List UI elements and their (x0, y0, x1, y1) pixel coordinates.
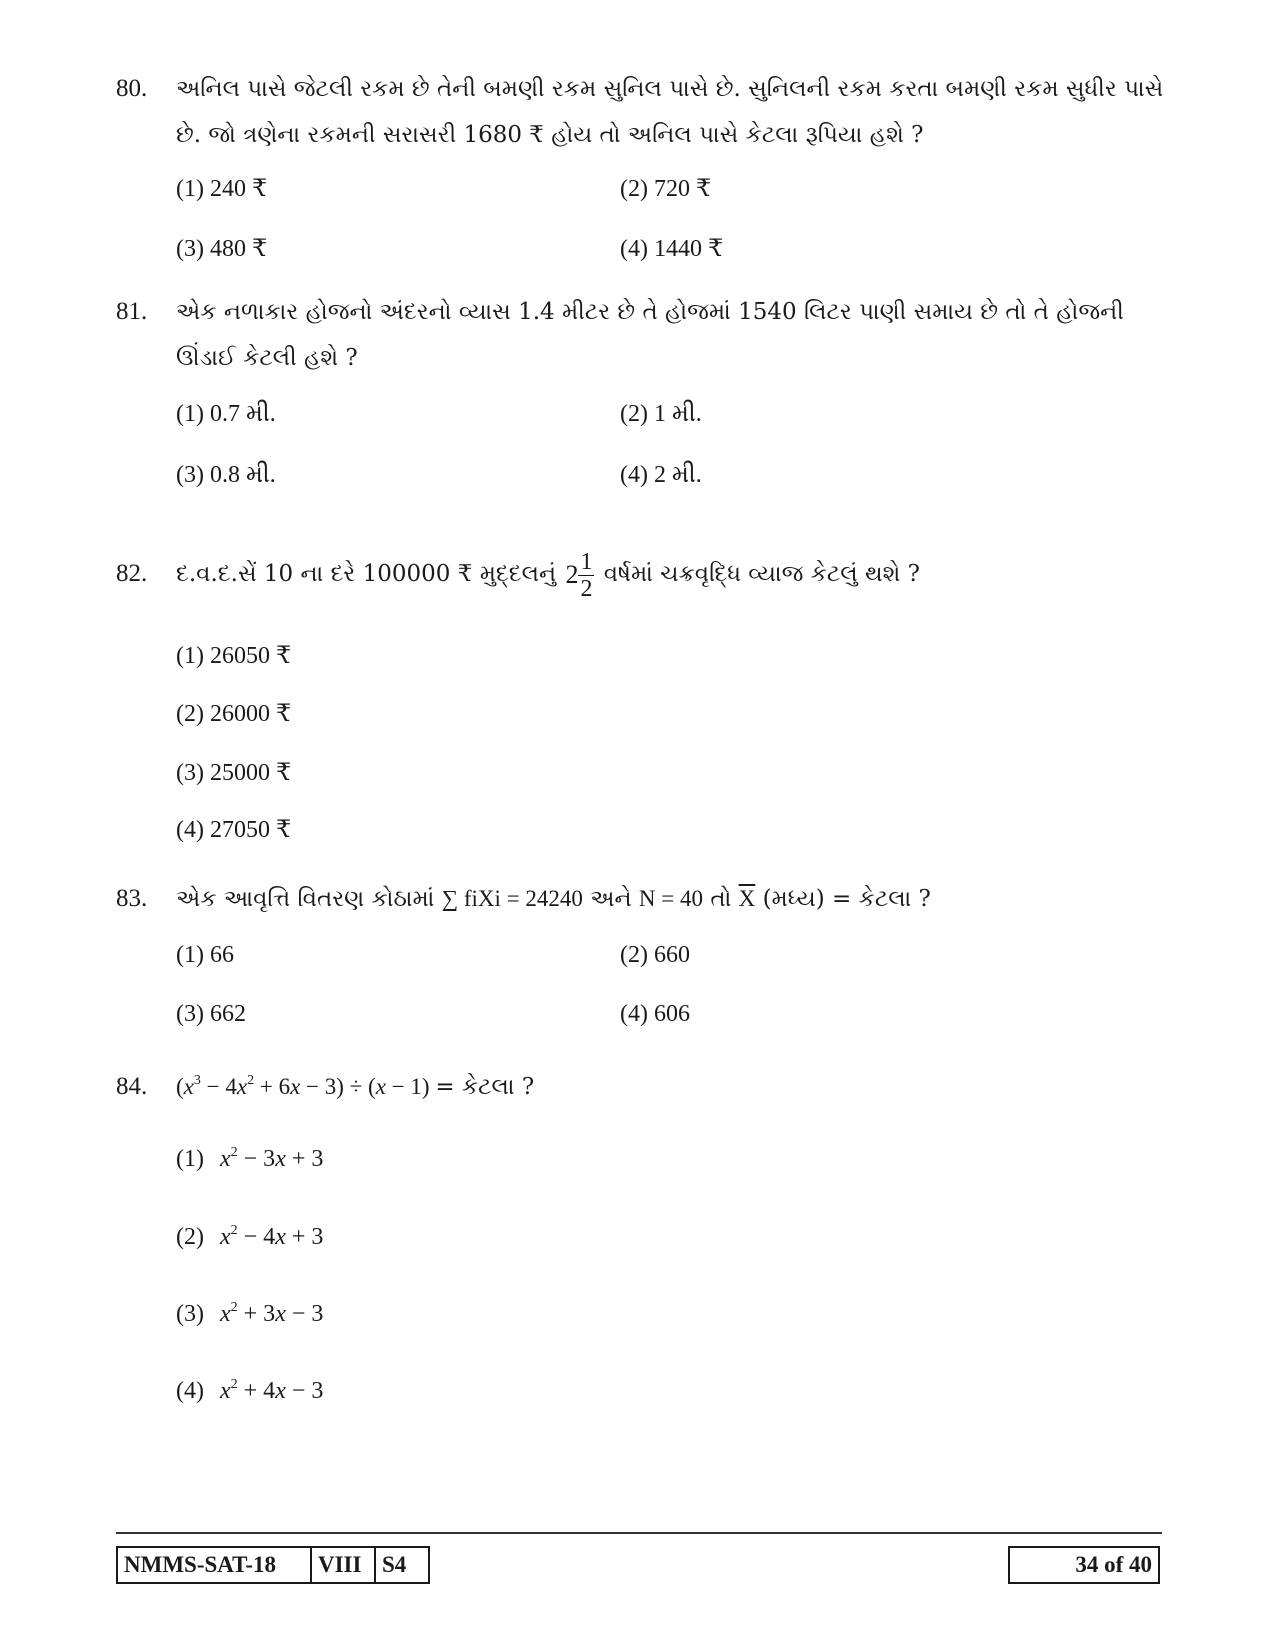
footer-page-box (1008, 1546, 1160, 1584)
option-label: (4) (176, 1378, 204, 1404)
option-1: (1) 240 ₹ (176, 176, 268, 202)
question-text-and: અને (590, 886, 632, 912)
footer-exam-code: NMMS-SAT-18 (118, 1548, 312, 1582)
question-text-before: એક આવૃત્તિ વિતરણ કોઠામાં (176, 886, 435, 912)
question-text (176, 876, 1166, 922)
option-3: (3) 25000 ₹ (176, 760, 292, 786)
question-84 (116, 1064, 1166, 1110)
question-text-after: (મધ્ય) = કેટલા ? (762, 886, 931, 912)
question-expression-suffix: = કેટલા ? (435, 1074, 535, 1100)
question-text: અનિલ પાસે જેટલી રકમ છે તેની બમણી રકમ સુનિલ પાસે છે. સુનિલની રકમ કરતા બમણી રકમ સુધીર પાસે છે. જો ત્રણેના રકમની સરાસરી 1680 ₹ હોય તો અનિલ પાસે કેટલા રૂપિયા હશે ? (176, 76, 1164, 148)
question-text: એક નળાકાર હોજનો અંદરનો વ્યાસ 1.4 મીટર છે તે હોજમાં 1540 લિટર પાણી સમાય છે તો તે હોજની ઊંડાઈ કેટલી હશે ? (176, 299, 1124, 371)
n-expression: N = 40 (638, 886, 704, 911)
fraction-whole: 2 (565, 560, 579, 589)
option-2: (2) 1 મી. (620, 401, 702, 427)
question-number: 80. (116, 75, 148, 102)
question-number: 84. (116, 1073, 148, 1100)
footer-standard: VIII (312, 1548, 376, 1582)
option-2: (2) 26000 ₹ (176, 701, 292, 727)
question-82 (116, 548, 1166, 602)
option-1: (1) $x^2 - 3x + 3$ (176, 1145, 324, 1172)
question-83 (116, 876, 1166, 922)
question-text-after: વર્ષમાં ચક્રવૃદ્ધિ વ્યાજ કેટલું થશે ? (603, 561, 921, 587)
option-4: (4) 2 મી. (620, 462, 702, 488)
option-2: (2) 660 (620, 942, 690, 968)
mean-symbol: $\overline{X}$ (738, 886, 756, 911)
option-1: (1) 0.7 મી. (176, 401, 276, 427)
option-2: (2) $x^2 - 4x + 3$ (176, 1223, 324, 1250)
question-81 (116, 289, 1166, 381)
option-4: (4) 27050 ₹ (176, 817, 292, 843)
question-text-before: દ.વ.દ.સેં 10 ના દરે 100000 ₹ મુદ્દલનું (176, 561, 557, 587)
option-2: (2) 720 ₹ (620, 176, 712, 202)
option-label: (1) (176, 1146, 204, 1172)
option-3: (3) 662 (176, 1001, 246, 1027)
option-4: (4) $x^2 + 4x - 3$ (176, 1377, 324, 1404)
option-3: (3) $x^2 + 3x - 3$ (176, 1300, 324, 1327)
question-expression: $(x^3 - 4x^2 + 6x - 3) \div (x - 1)$ = કેટલા ? (176, 1073, 535, 1100)
question-number: 82. (116, 560, 148, 587)
option-4: (4) 1440 ₹ (620, 236, 724, 262)
question-text (176, 548, 1166, 602)
option-1: (1) 66 (176, 942, 234, 968)
footer-page-number: 34 of 40 (1075, 1552, 1152, 1577)
question-number: 83. (116, 885, 148, 912)
fraction-denominator: 2 (580, 575, 593, 602)
footer-exam-code-box (116, 1546, 430, 1584)
fraction-numerator: 1 (580, 548, 593, 575)
question-number: 81. (116, 298, 148, 325)
option-label: (3) (176, 1301, 204, 1327)
question-80 (116, 66, 1166, 158)
option-4: (4) 606 (620, 1001, 690, 1027)
sum-expression: ∑ fiXi = 24240 (441, 886, 583, 911)
mixed-fraction (565, 549, 594, 602)
footer-divider (116, 1532, 1162, 1534)
option-label: (2) (176, 1224, 204, 1250)
option-3: (3) 0.8 મી. (176, 462, 276, 488)
option-3: (3) 480 ₹ (176, 236, 268, 262)
footer-set: S4 (382, 1552, 407, 1577)
option-1: (1) 26050 ₹ (176, 643, 292, 669)
question-text-to: તો (710, 886, 732, 912)
